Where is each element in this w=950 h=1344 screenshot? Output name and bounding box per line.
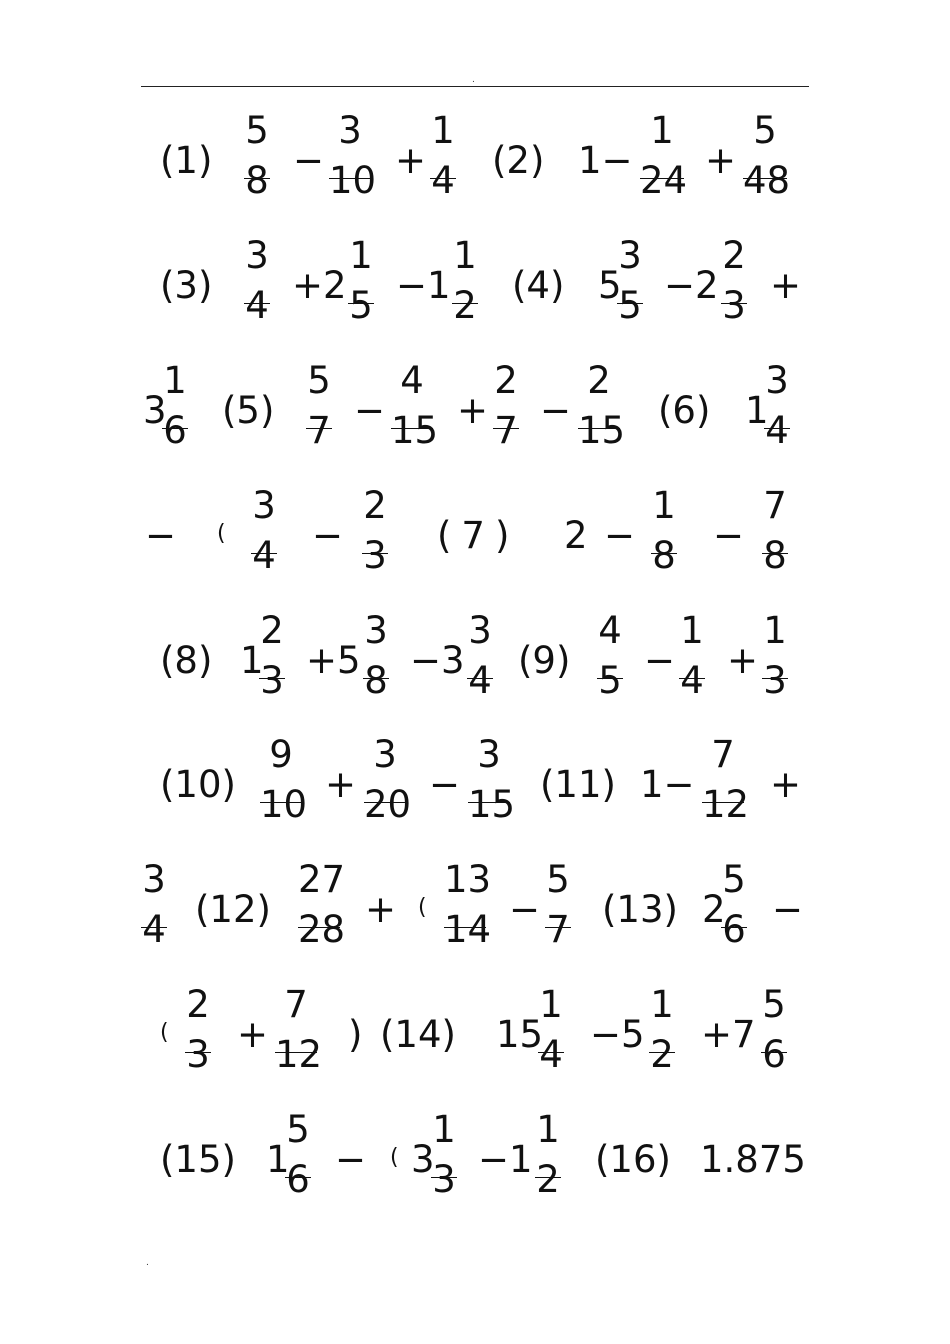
mixed-whole: 2 <box>702 888 726 931</box>
operator: − <box>335 1138 367 1181</box>
problem-label-6: (6) <box>658 389 711 432</box>
denominator: 8 <box>245 159 269 202</box>
exercise-line-7 <box>0 858 950 951</box>
numerator: 3 <box>618 234 642 277</box>
mixed-whole: +5 <box>306 639 361 682</box>
exercise-line-5 <box>0 609 950 702</box>
operator: − <box>509 888 541 931</box>
denominator: 5 <box>618 284 642 327</box>
numerator: 13 <box>444 858 492 901</box>
numerator: 4 <box>598 609 622 652</box>
mixed-whole: 3 <box>143 389 167 432</box>
denominator: 12 <box>275 1033 323 1076</box>
numerator: 1 <box>163 359 187 402</box>
operator: − <box>772 888 804 931</box>
mixed-whole: 3 <box>411 1138 435 1181</box>
denominator: 14 <box>444 908 492 951</box>
header-rule <box>141 86 809 87</box>
operator: − <box>713 514 745 557</box>
denominator: 6 <box>286 1158 310 1201</box>
numerator: 1 <box>539 983 563 1026</box>
denominator: 15 <box>468 783 516 826</box>
denominator: 28 <box>298 908 346 951</box>
denominator: 20 <box>364 783 412 826</box>
operator: − <box>293 139 325 182</box>
denominator: 15 <box>391 409 439 452</box>
denominator: 4 <box>468 659 492 702</box>
exercise-line-3 <box>0 359 950 452</box>
operator: + <box>365 888 397 931</box>
denominator: 4 <box>431 159 455 202</box>
numerator: 5 <box>286 1108 310 1151</box>
numerator: 1 <box>680 609 704 652</box>
numerator: 1 <box>650 983 674 1026</box>
operator: + <box>325 763 357 806</box>
denominator: 8 <box>652 534 676 577</box>
numerator: 5 <box>245 109 269 152</box>
exercise-line-1 <box>0 109 950 202</box>
problem-label-16: (16) <box>595 1138 671 1181</box>
denominator: 12 <box>702 783 750 826</box>
operator: 1− <box>640 763 695 806</box>
operator: + <box>237 1013 269 1056</box>
problem-label-15: (15) <box>160 1138 236 1181</box>
denominator: 8 <box>364 659 388 702</box>
problem-label-8: (8) <box>160 639 213 682</box>
mixed-whole: −3 <box>410 639 465 682</box>
operator: − <box>312 514 344 557</box>
numerator: 3 <box>252 484 276 527</box>
denominator: 24 <box>640 159 688 202</box>
operator: + <box>457 389 489 432</box>
mixed-whole: 1 <box>745 389 769 432</box>
numerator: 2 <box>722 234 746 277</box>
open-paren: ( <box>418 895 427 920</box>
operator: 1− <box>578 139 633 182</box>
numerator: 1 <box>650 109 674 152</box>
numerator: 5 <box>546 858 570 901</box>
denominator: 7 <box>307 409 331 452</box>
denominator: 8 <box>763 534 787 577</box>
mixed-whole: 15 <box>496 1013 544 1056</box>
denominator: 7 <box>546 908 570 951</box>
problem-label-7: (7) <box>437 514 520 557</box>
operator: − <box>429 763 461 806</box>
numerator: 1 <box>432 1108 456 1151</box>
operator: − <box>644 639 676 682</box>
denominator: 6 <box>163 409 187 452</box>
numerator: 7 <box>284 983 308 1026</box>
denominator: 10 <box>260 783 308 826</box>
problem-label-9: (9) <box>518 639 571 682</box>
whole-number: 2 <box>564 514 588 557</box>
numerator: 5 <box>753 109 777 152</box>
denominator: 3 <box>722 284 746 327</box>
operator: + <box>727 639 759 682</box>
numerator: 1 <box>453 234 477 277</box>
numerator: 9 <box>269 733 293 776</box>
exercise-line-9 <box>0 1108 950 1201</box>
mixed-whole: +7 <box>701 1013 756 1056</box>
numerator: 1 <box>536 1108 560 1151</box>
numerator: 27 <box>298 858 346 901</box>
operator: − <box>354 389 386 432</box>
mixed-whole: −1 <box>478 1138 533 1181</box>
numerator: 2 <box>260 609 284 652</box>
denominator: 4 <box>252 534 276 577</box>
numerator: 3 <box>364 609 388 652</box>
numerator: 4 <box>400 359 424 402</box>
denominator: 3 <box>363 534 387 577</box>
mixed-whole: −5 <box>590 1013 645 1056</box>
decimal-number: 1.875 <box>700 1138 806 1181</box>
problem-label-1: (1) <box>160 139 213 182</box>
mixed-whole: 1 <box>240 639 264 682</box>
denominator: 2 <box>453 284 477 327</box>
exercise-line-2 <box>0 234 950 327</box>
problem-label-12: (12) <box>195 888 271 931</box>
numerator: 5 <box>307 359 331 402</box>
numerator: 2 <box>587 359 611 402</box>
numerator: 7 <box>711 733 735 776</box>
denominator: 3 <box>260 659 284 702</box>
numerator: 3 <box>477 733 501 776</box>
denominator: 2 <box>650 1033 674 1076</box>
numerator: 3 <box>245 234 269 277</box>
numerator: 1 <box>349 234 373 277</box>
problem-label-13: (13) <box>602 888 678 931</box>
numerator: 5 <box>762 983 786 1026</box>
numerator: 2 <box>363 484 387 527</box>
numerator: 2 <box>494 359 518 402</box>
numerator: 3 <box>338 109 362 152</box>
operator: − <box>145 514 177 557</box>
denominator: 3 <box>432 1158 456 1201</box>
header-dot: . <box>472 75 475 85</box>
mixed-whole: −1 <box>396 264 451 307</box>
open-paren: ( <box>217 521 226 546</box>
mixed-whole: 5 <box>598 264 622 307</box>
problem-label-3: (3) <box>160 264 213 307</box>
denominator: 5 <box>349 284 373 327</box>
footer-dot: . <box>146 1258 149 1268</box>
denominator: 10 <box>329 159 377 202</box>
numerator: 3 <box>765 359 789 402</box>
operator: + <box>705 139 737 182</box>
numerator: 3 <box>142 858 166 901</box>
exercise-line-4 <box>0 484 950 577</box>
numerator: 3 <box>373 733 397 776</box>
denominator: 4 <box>142 908 166 951</box>
numerator: 7 <box>763 484 787 527</box>
mixed-whole: +2 <box>292 264 347 307</box>
open-paren: ( <box>390 1145 399 1170</box>
open-paren: ( <box>160 1020 169 1045</box>
numerator: 1 <box>763 609 787 652</box>
problem-label-5: (5) <box>222 389 275 432</box>
denominator: 6 <box>722 908 746 951</box>
problem-label-11: (11) <box>540 763 616 806</box>
denominator: 4 <box>245 284 269 327</box>
numerator: 1 <box>652 484 676 527</box>
problem-label-14: (14) <box>380 1013 456 1056</box>
exercise-line-6 <box>0 733 950 826</box>
mixed-whole: −2 <box>664 264 719 307</box>
operator: − <box>540 389 572 432</box>
denominator: 7 <box>494 409 518 452</box>
numerator: 2 <box>186 983 210 1026</box>
denominator: 2 <box>536 1158 560 1201</box>
operator: − <box>604 514 636 557</box>
denominator: 15 <box>578 409 626 452</box>
denominator: 4 <box>680 659 704 702</box>
operator: + <box>770 264 802 307</box>
problem-label-10: (10) <box>160 763 236 806</box>
numerator: 5 <box>722 858 746 901</box>
exercise-line-8 <box>0 983 950 1076</box>
denominator: 4 <box>539 1033 563 1076</box>
problem-label-4: (4) <box>512 264 565 307</box>
close-paren: ) <box>348 1013 363 1056</box>
problem-label-2: (2) <box>492 139 545 182</box>
denominator: 48 <box>743 159 791 202</box>
denominator: 4 <box>765 409 789 452</box>
denominator: 3 <box>186 1033 210 1076</box>
numerator: 1 <box>431 109 455 152</box>
denominator: 6 <box>762 1033 786 1076</box>
operator: + <box>395 139 427 182</box>
denominator: 5 <box>598 659 622 702</box>
operator: + <box>770 763 802 806</box>
denominator: 3 <box>763 659 787 702</box>
mixed-whole: 1 <box>266 1138 290 1181</box>
numerator: 3 <box>468 609 492 652</box>
